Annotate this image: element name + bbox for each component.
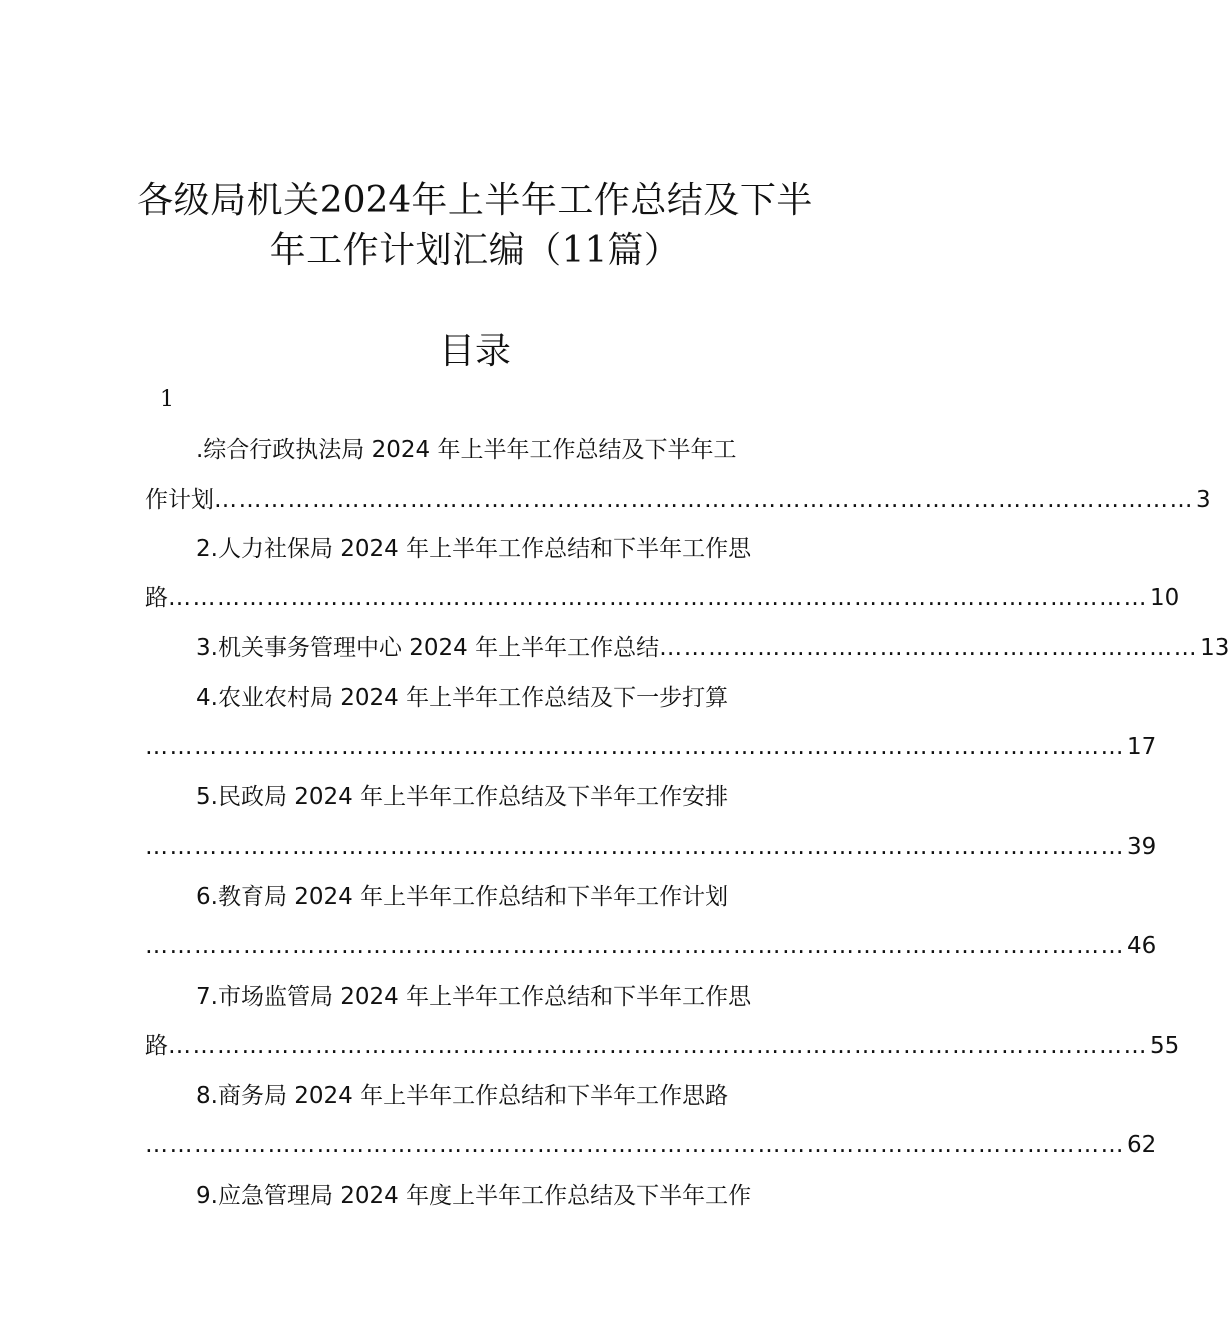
toc-entry-8-page: 62 bbox=[1127, 1132, 1157, 1158]
toc-entry-1-page: 3 bbox=[1196, 487, 1211, 513]
toc-entry-8-title[interactable]: 8.商务局 2024 年上半年工作总结和下半年工作思路 bbox=[196, 1083, 729, 1109]
toc-entry-7-leader-line[interactable] bbox=[145, 1030, 1180, 1062]
dot-leader: ………………………………………………………………………………………………………… bbox=[145, 834, 1125, 860]
toc-entry-1-leader-line[interactable] bbox=[145, 484, 1211, 516]
toc-entry-8-leader-line[interactable] bbox=[145, 1129, 1157, 1161]
toc-entry-2-page: 10 bbox=[1150, 585, 1180, 611]
dot-leader: ………………………………………………………… bbox=[659, 635, 1199, 661]
title-year: 2024 bbox=[319, 180, 412, 221]
document-title-line-1 bbox=[100, 176, 850, 226]
toc-entry-1-continuation: 作计划 bbox=[145, 487, 214, 513]
toc-entry-3-page: 13 bbox=[1200, 635, 1229, 661]
toc-entry-1-title[interactable]: .综合行政执法局 2024 年上半年工作总结及下半年工 bbox=[196, 437, 737, 463]
toc-entry-2-continuation: 路 bbox=[145, 585, 168, 611]
toc-entry-6-leader-line[interactable] bbox=[145, 930, 1157, 962]
toc-entry-6-page: 46 bbox=[1127, 933, 1157, 959]
toc-heading: 目录 bbox=[438, 331, 511, 372]
toc-entry-7-page: 55 bbox=[1150, 1033, 1180, 1059]
title-text: 篇） bbox=[607, 230, 681, 271]
toc-entry-5-page: 39 bbox=[1127, 834, 1157, 860]
toc-entry-4-page: 17 bbox=[1127, 734, 1157, 760]
dot-leader: ………………………………………………………………………………………………………… bbox=[145, 1132, 1125, 1158]
toc-entry-4-leader-line[interactable] bbox=[145, 731, 1157, 763]
title-text: 各级局机关 bbox=[137, 180, 320, 221]
document-title-line-2 bbox=[100, 226, 850, 276]
toc-entry-7-title[interactable]: 7.市场监管局 2024 年上半年工作总结和下半年工作思 bbox=[196, 984, 752, 1010]
dot-leader: ………………………………………………………………………………………………………… bbox=[168, 585, 1148, 611]
dot-leader: ………………………………………………………………………………………………………… bbox=[145, 933, 1125, 959]
toc-entry-3-title: 3.机关事务管理中心 2024 年上半年工作总结 bbox=[196, 635, 660, 661]
toc-entry-5-leader-line[interactable] bbox=[145, 831, 1157, 863]
toc-entry-2-leader-line[interactable] bbox=[145, 582, 1180, 614]
toc-entry-9-title[interactable]: 9.应急管理局 2024 年度上半年工作总结及下半年工作 bbox=[196, 1183, 752, 1209]
toc-entry-4-title[interactable]: 4.农业农村局 2024 年上半年工作总结及下一步打算 bbox=[196, 685, 729, 711]
stray-number: 1 bbox=[160, 387, 174, 412]
dot-leader: ………………………………………………………………………………………………………… bbox=[214, 487, 1194, 513]
title-text: 年上半年工作总结及下半 bbox=[411, 180, 813, 221]
toc-entry-6-title[interactable]: 6.教育局 2024 年上半年工作总结和下半年工作计划 bbox=[196, 884, 729, 910]
toc-entry-5-title[interactable]: 5.民政局 2024 年上半年工作总结及下半年工作安排 bbox=[196, 784, 729, 810]
toc-entry-7-continuation: 路 bbox=[145, 1033, 168, 1059]
dot-leader: ………………………………………………………………………………………………………… bbox=[145, 734, 1125, 760]
title-count: 11 bbox=[561, 230, 608, 271]
toc-entry-2-title[interactable]: 2.人力社保局 2024 年上半年工作总结和下半年工作思 bbox=[196, 536, 752, 562]
title-text: 年工作计划汇编（ bbox=[269, 230, 562, 271]
dot-leader: ………………………………………………………………………………………………………… bbox=[168, 1033, 1148, 1059]
toc-entry-3[interactable] bbox=[196, 632, 1229, 664]
